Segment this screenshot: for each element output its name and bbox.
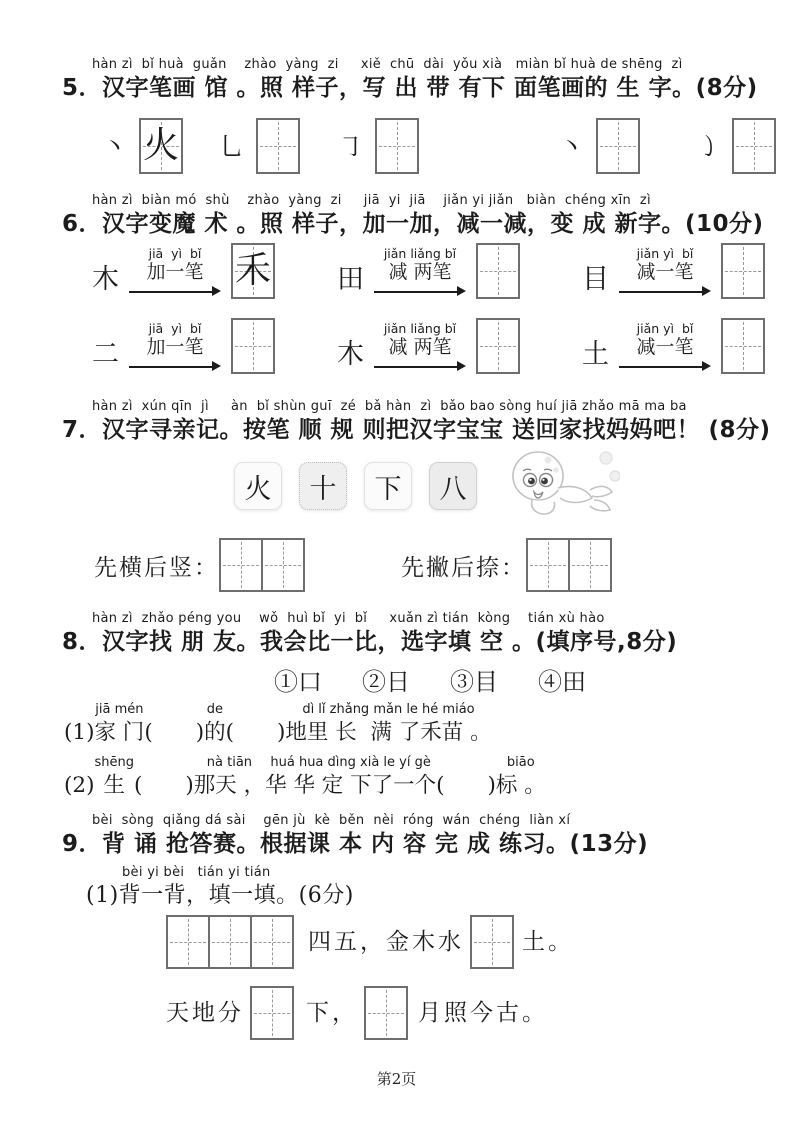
writing-cell [568, 538, 612, 592]
q8-item-2 [62, 755, 740, 801]
q7-stroke-order-row [62, 538, 770, 592]
sentence-segment: (2) [64, 773, 95, 798]
q6-transform [582, 243, 772, 299]
sentence-segment: de 的 [204, 702, 226, 745]
q6-transform [337, 243, 527, 299]
q6-header [62, 192, 764, 239]
writing-cell [732, 118, 776, 174]
writing-cell [375, 118, 419, 174]
stroke-shuwangou-glyph: 乚 [219, 131, 245, 161]
operation: jiǎn liǎng bǐ 减 两笔 [374, 246, 466, 297]
fill-text: 天地分 [166, 999, 244, 1026]
q8-pinyin: hàn zì zhǎo péng you wǒ huì bǐ yi bǐ xuǎn zì tián kòng tián xù hào [92, 611, 605, 626]
q7-cards-row [62, 452, 793, 520]
sentence-segment: huá hua dìng xià le yí gè 华 华 定 下了一个 [265, 755, 437, 798]
q6-transform [92, 318, 282, 374]
operation: jiā yì bǐ 加一笔 [129, 321, 221, 372]
writing-cell [476, 318, 520, 374]
writing-cell [364, 986, 408, 1040]
option-4: ④田 [538, 668, 586, 696]
answer-blank: ( ) [133, 773, 194, 798]
q9-sub-header [62, 864, 738, 911]
q6-row-2 [62, 318, 768, 374]
sentence-segment: nà tiān 那天 ， [193, 755, 266, 798]
operation: jiǎn yì bǐ 减一笔 [619, 246, 711, 297]
writing-cell [470, 915, 514, 969]
writing-cell [231, 318, 275, 374]
right-arrow-icon [129, 285, 221, 297]
char-card: 下 [364, 462, 412, 510]
sentence-segment: dì lǐ zhǎng mǎn le hé miáo 地里 长 满 了禾苗 。 [285, 702, 492, 745]
writing-cell [526, 538, 570, 592]
q5-title: 5．汉字笔画 馆 。照 样子，写 出 带 有下 面笔画的 生 字。(8分) [62, 75, 758, 101]
writing-cell [219, 538, 263, 592]
op-label: 加一笔 [146, 260, 204, 283]
char-card: 十 [299, 462, 347, 510]
answer-grid-3cell [166, 915, 294, 969]
writing-cell [476, 243, 520, 299]
q5-item [695, 118, 776, 174]
q6-transform [92, 243, 282, 299]
example-answer: 禾 [234, 250, 271, 291]
right-arrow-icon [374, 285, 466, 297]
q8-header [62, 610, 738, 657]
q9-fill-line-2 [62, 986, 793, 1040]
source-char: 目 [582, 263, 609, 295]
stroke-dian-glyph: 丶 [102, 131, 128, 161]
operation: jiǎn liǎng bǐ 减 两笔 [374, 321, 466, 372]
q8-options-row [62, 662, 793, 697]
q5-item [338, 118, 419, 174]
operation: jiǎn yì bǐ 减一笔 [619, 321, 711, 372]
q7-pinyin: hàn zì xún qīn jì àn bǐ shùn guī zé bǎ hàn zì bǎo bao sòng huí jiā zhǎo mā ma ba [92, 399, 687, 414]
fill-text: 四五，金木水 [308, 928, 464, 955]
answer-grid-2cell [219, 538, 305, 592]
stroke-henggou-glyph: ㇆ [338, 131, 364, 161]
q9-pinyin: bèi sòng qiǎng dá sài gēn jù kè běn nèi róng wán chéng liàn xí [92, 813, 571, 828]
answer-blank: ( ) [436, 773, 496, 798]
sentence-segment: shēng 生 [94, 755, 134, 798]
q5-item [219, 118, 300, 174]
sentence-segment: biāo 标 。 [495, 755, 546, 798]
q6-transform [337, 318, 527, 374]
example-answer: 火 [143, 125, 180, 166]
option-2: ②日 [362, 668, 410, 696]
stroke-dian-glyph: 丶 [559, 131, 585, 161]
sentence-segment: (1) [64, 720, 95, 745]
q5-header [62, 56, 758, 103]
q9-sub-title: (1)背一背，填一填。(6分) [86, 883, 354, 908]
writing-cell [261, 538, 305, 592]
q6-title: 6．汉字变魔 术 。照 样子，加一加，减一减，变 成 新字。(10分) [62, 211, 764, 237]
octopus-icon [502, 448, 620, 520]
char-card: 火 [234, 462, 282, 510]
writing-cell [250, 986, 294, 1040]
fill-text: 月照今古。 [418, 999, 548, 1026]
source-char: 木 [337, 338, 364, 370]
writing-cell [139, 118, 183, 174]
q9-sub-pinyin: bèi yi bèi tián yi tián [122, 865, 271, 880]
answer-blank: ( ) [225, 720, 286, 745]
q6-pinyin: hàn zì biàn mó shù zhào yàng zi jiā yi jiā jiǎn yi jiǎn biàn chéng xīn zì [92, 193, 651, 208]
writing-cell [250, 915, 294, 969]
q5-item [559, 118, 640, 174]
right-arrow-icon [619, 285, 711, 297]
right-arrow-icon [129, 360, 221, 372]
q6-row-1 [62, 243, 768, 299]
q8-item-1 [62, 702, 740, 748]
order-rule-label: 先横后竖： [94, 554, 219, 581]
q8-title: 8．汉字找 朋 友。我会比一比，选字填 空 。(填序号,8分) [62, 629, 678, 655]
operation [129, 246, 221, 297]
answer-grid-2cell [526, 538, 612, 592]
writing-cell [596, 118, 640, 174]
right-arrow-icon [374, 360, 466, 372]
writing-cell [208, 915, 252, 969]
op-pinyin: jiā yì bǐ [148, 245, 202, 261]
option-3: ③目 [450, 668, 498, 696]
answer-blank: ( ) [144, 720, 205, 745]
char-card: 八 [429, 462, 477, 510]
q9-title: 9．背 诵 抢答赛。根据课 本 内 容 完 成 练习。(13分) [62, 831, 649, 857]
q9-fill-line-1 [62, 915, 793, 969]
page-number: 第2页 [376, 1070, 417, 1088]
q5-answer-row [62, 118, 738, 174]
fill-text: 土。 [522, 928, 574, 955]
writing-cell [256, 118, 300, 174]
q5-pinyin: hàn zì bǐ huà guǎn zhào yàng zi xiě chū dài yǒu xià miàn bǐ huà de shēng zì [92, 57, 683, 72]
source-char: 木 [92, 263, 119, 295]
fill-text: 下， [306, 999, 358, 1026]
stroke-wangou-glyph: ㇁ [695, 131, 721, 161]
writing-cell [721, 318, 765, 374]
sentence-segment: jiā mén 家 门 [94, 702, 145, 745]
q9-header [62, 812, 738, 859]
writing-cell [166, 915, 210, 969]
option-1: ①口 [274, 668, 322, 696]
writing-cell [721, 243, 765, 299]
source-char: 田 [337, 263, 364, 295]
q6-transform [582, 318, 772, 374]
right-arrow-icon [619, 360, 711, 372]
order-rule-label: 先撇后捺： [401, 554, 526, 581]
q5-item [102, 118, 183, 174]
source-char: 二 [92, 338, 119, 370]
q7-title: 7．汉字寻亲记。按笔 顺 规 则把汉字宝宝 送回家找妈妈吧！ (8分) [62, 417, 771, 443]
writing-cell [231, 243, 275, 299]
source-char: 土 [582, 338, 609, 370]
q7-header [62, 398, 771, 445]
